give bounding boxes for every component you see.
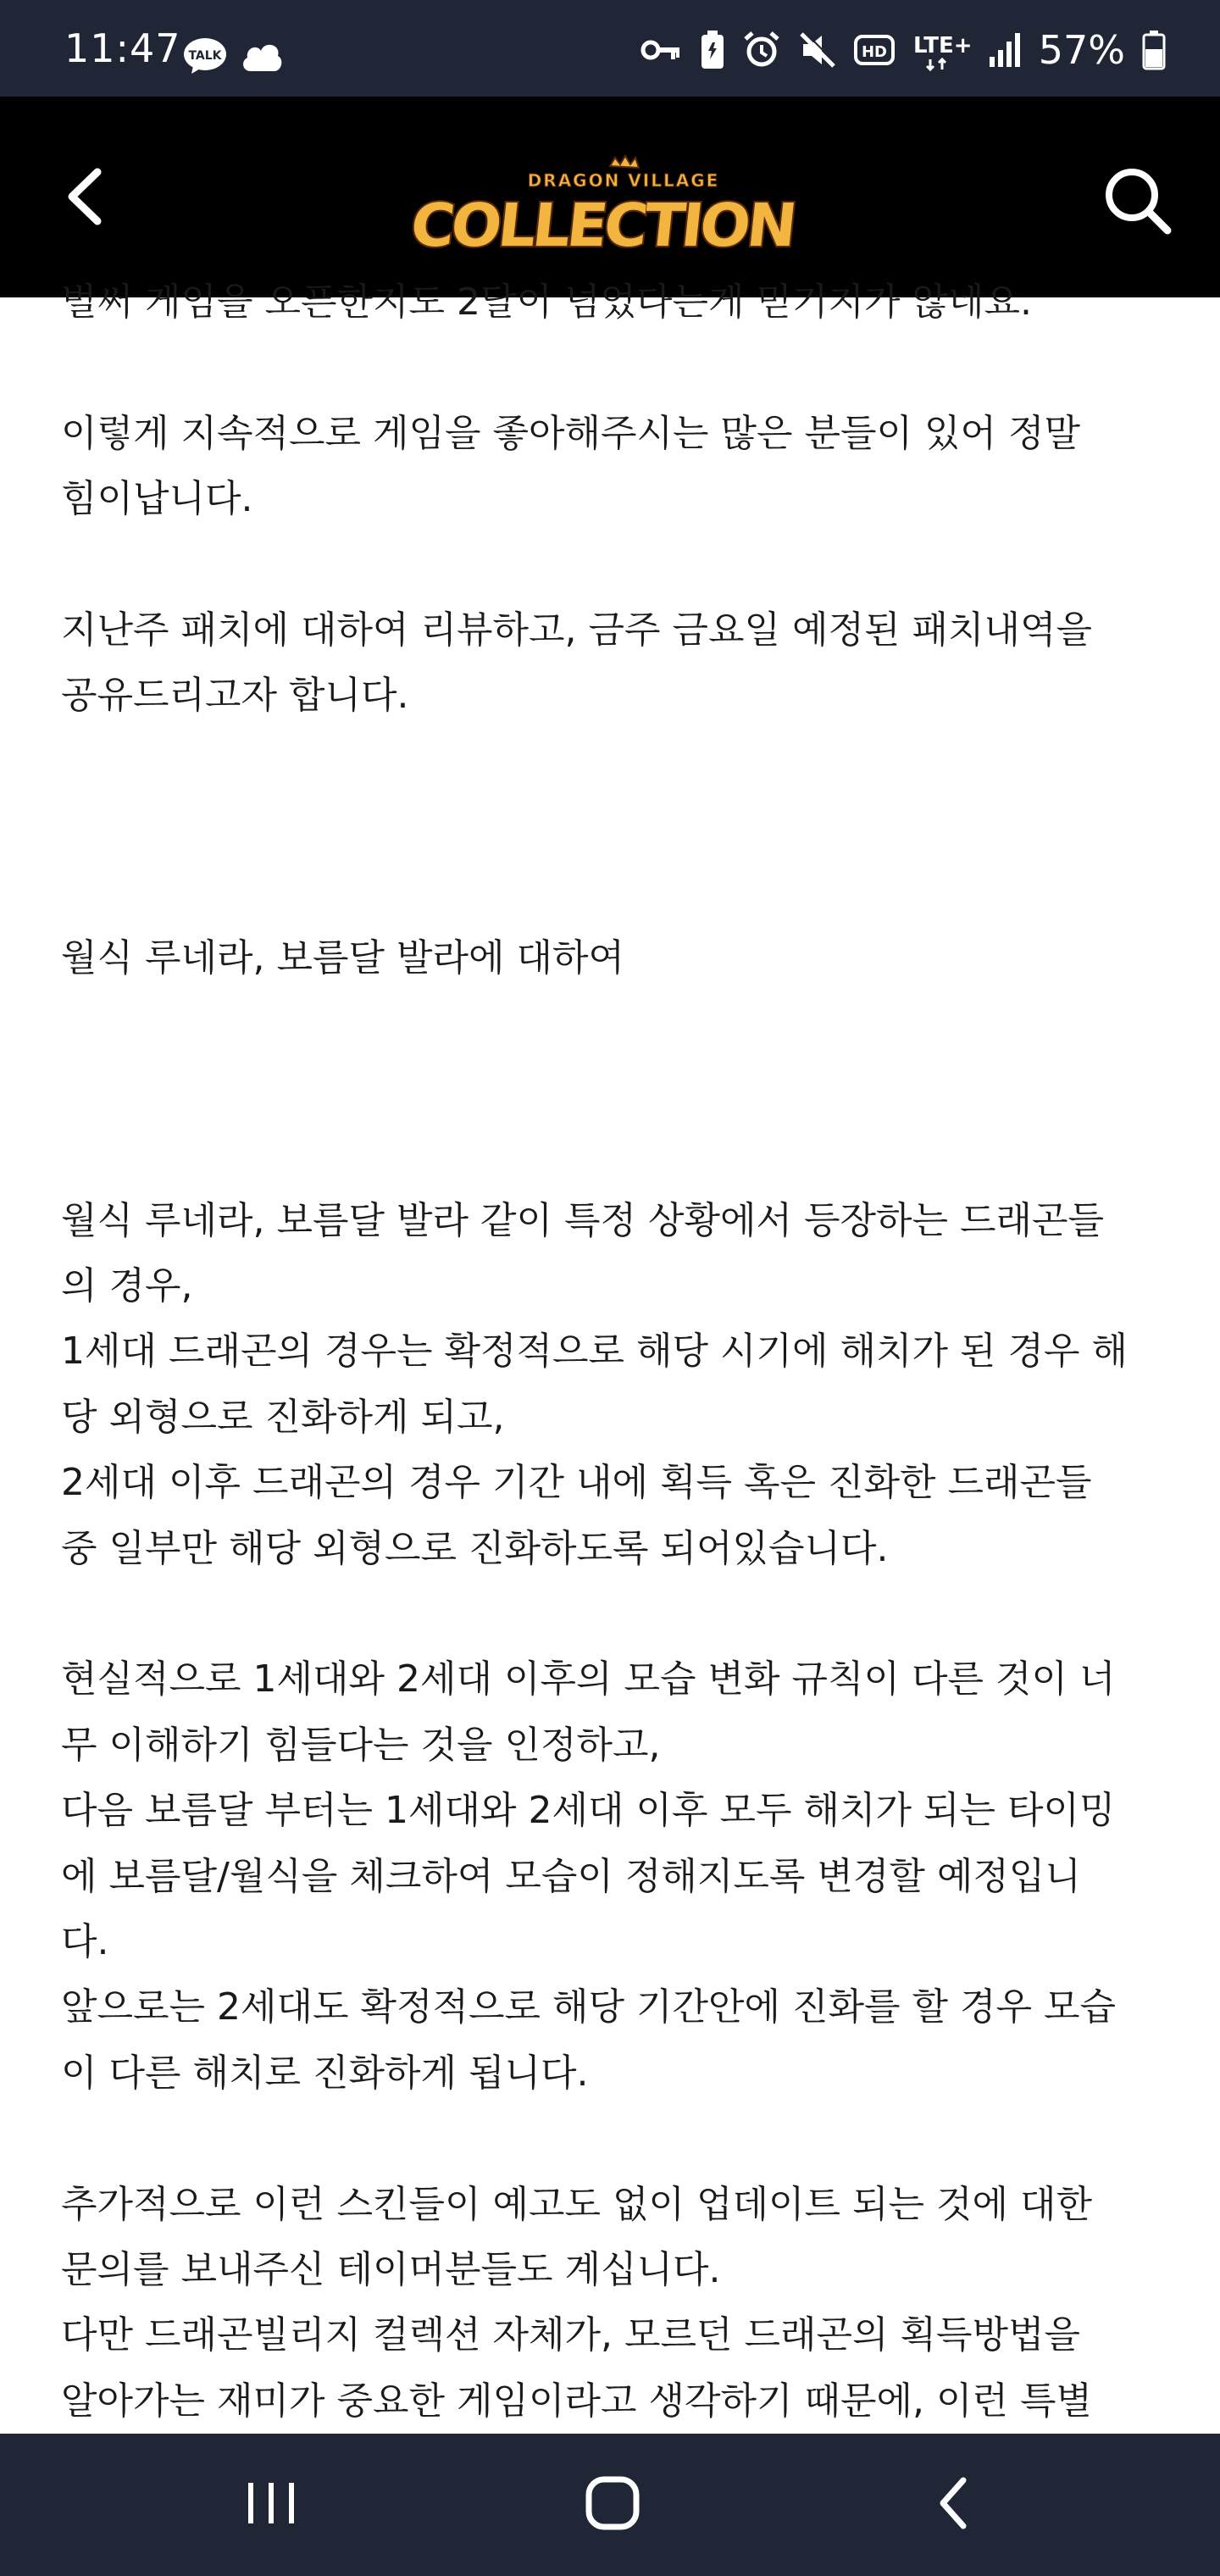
blank-line	[61, 335, 1171, 400]
lte-plus-icon	[912, 29, 971, 71]
blank-line	[61, 860, 1171, 925]
recent-apps-button[interactable]	[220, 2462, 322, 2547]
blank-line	[61, 729, 1171, 794]
article-line: 다음 보름달 부터는 1세대와 2세대 이후 모두 해치가 되는 타이밍	[61, 1789, 1116, 1833]
blank-line	[61, 2106, 1171, 2171]
battery-percent: 57%	[1038, 27, 1125, 73]
svg-text:TALK: TALK	[188, 49, 222, 63]
vpn-key-icon	[640, 33, 683, 67]
chevron-left-icon	[64, 167, 106, 230]
article-line: 의 경우,	[61, 1263, 193, 1307]
home-icon	[583, 2473, 642, 2536]
article-line: 앞으로는 2세대도 확정적으로 해당 기간안에 진화를 할 경우 모습	[61, 1985, 1116, 2029]
status-right-group	[640, 29, 1166, 71]
article-line: 1세대 드래곤의 경우는 확정적으로 해당 시기에 해치가 된 경우 해	[61, 1330, 1128, 1374]
system-back-button[interactable]	[903, 2462, 1005, 2547]
svg-text:COLLECTION: COLLECTION	[408, 191, 797, 260]
blank-line	[61, 1057, 1171, 1122]
article-line: 다.	[61, 1920, 109, 1964]
back-button[interactable]	[51, 164, 119, 232]
search-button[interactable]	[1095, 159, 1179, 244]
article-line: 무 이해하기 힘들다는 것을 인정하고,	[61, 1723, 661, 1767]
navigation-bar	[0, 2434, 1220, 2576]
cloud-chat-icon	[239, 37, 285, 78]
article-line: 지난주 패치에 대하여 리뷰하고, 금주 금요일 예정된 패치내역을	[61, 608, 1092, 652]
blank-line	[61, 1581, 1171, 1646]
mute-icon	[798, 31, 837, 69]
app-header	[0, 97, 1220, 297]
notification-icons	[183, 37, 285, 78]
article-line: 힘이납니다.	[61, 477, 253, 521]
signal-icon	[988, 31, 1022, 69]
article-line: 현실적으로 1세대와 2세대 이후의 모습 변화 규칙이 다른 것이 너	[61, 1657, 1116, 1702]
blank-line	[61, 532, 1171, 597]
app-logo[interactable]	[408, 153, 797, 271]
hd-voice-icon	[854, 33, 895, 67]
blank-line	[61, 1122, 1171, 1187]
article-line: 중 일부만 해당 외형으로 진화하도록 되어있습니다.	[61, 1526, 889, 1570]
recent-apps-icon	[241, 2478, 301, 2532]
article-line: 당 외형으로 진화하게 되고,	[61, 1395, 505, 1439]
article-line: 에 보름달/월식을 체크하여 모습이 정해지도록 변경할 예정입니	[61, 1854, 1081, 1898]
svg-text:DRAGON VILLAGE: DRAGON VILLAGE	[527, 170, 720, 191]
status-bar	[0, 0, 1220, 97]
article-line: 2세대 이후 드래곤의 경우 기간 내에 획득 혹은 진화한 드래곤들	[61, 1461, 1092, 1505]
article-content[interactable]	[0, 280, 1220, 2434]
home-button[interactable]	[562, 2462, 663, 2547]
article-line: 공유드리고자 합니다.	[61, 674, 409, 718]
blank-line	[61, 991, 1171, 1056]
svg-text:LTE+: LTE+	[912, 33, 973, 58]
search-icon	[1101, 164, 1173, 239]
article-line: 이렇게 지속적으로 게임을 좋아해주시는 많은 분들이 있어 정말	[61, 411, 1081, 455]
article-line: 알아가는 재미가 중요한 게임이라고 생각하기 때문에, 이런 특별	[61, 2379, 1092, 2423]
battery-icon	[1142, 31, 1166, 69]
alarm-icon	[742, 31, 781, 69]
article-body	[61, 269, 1171, 2565]
status-time: 11:47	[64, 25, 181, 71]
article-line: 문의를 보내주신 테이머분들도 계십니다.	[61, 2248, 721, 2292]
article-line: 이 다른 해치로 진화하게 됩니다.	[61, 2051, 589, 2095]
article-line: 월식 루네라, 보름달 발라 같이 특정 상황에서 등장하는 드래곤들	[61, 1198, 1104, 1242]
kakaotalk-icon	[183, 37, 227, 78]
article-line: 다만 드래곤빌리지 컬렉션 자체가, 모르던 드래곤의 획득방법을	[61, 2313, 1081, 2357]
battery-saver-icon	[700, 31, 725, 69]
article-line: 월식 루네라, 보름달 발라에 대하여	[61, 935, 624, 980]
blank-line	[61, 794, 1171, 859]
back-icon	[933, 2473, 975, 2536]
article-line: 추가적으로 이런 스킨들이 예고도 없이 업데이트 되는 것에 대한	[61, 2182, 1092, 2226]
svg-text:HD: HD	[861, 43, 887, 61]
article-line: 벌써 게임을 오픈한지도 2달이 넘었다는게 믿기지가 않네요.	[61, 280, 1032, 324]
